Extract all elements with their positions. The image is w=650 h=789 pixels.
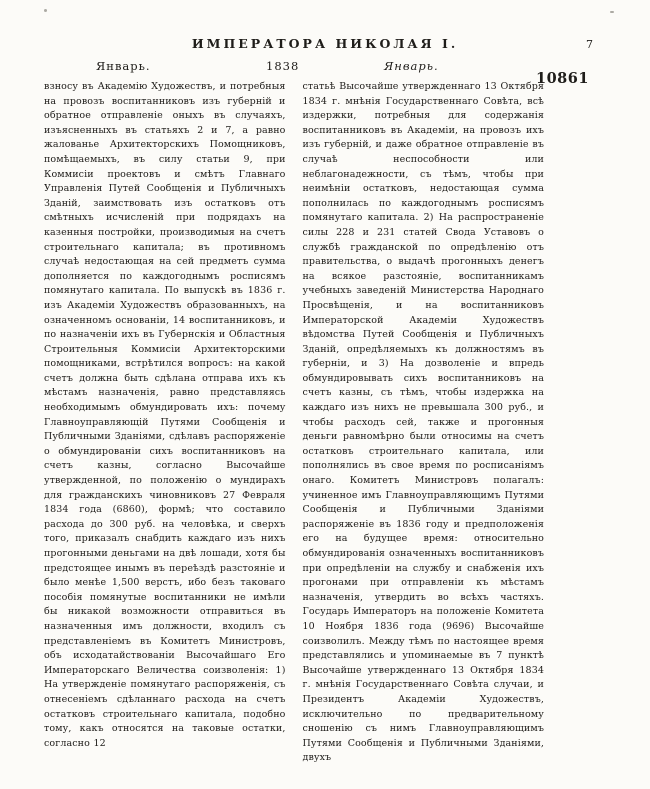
month-header-left: Январь. xyxy=(96,59,151,73)
scan-speck xyxy=(44,9,47,12)
running-title: ИМПЕРАТОРА НИКОЛАЯ I. xyxy=(191,36,459,51)
right-column-text: статьѣ Высочайше утвержденнаго 13 Октября 1834 г. мнѣнія Государственнаго Совѣта, всѣ издержки, потребныя для содержанія воспитанниковъ въ Академіи, на провозъ ихъ изъ губерній, и даже обратное отправленіе въ случаѣ неспособности или неблагонадежности, съ тѣмъ, чтобы при неимѣніи остатковъ, недостающая сумма пополнилась по каждогоднымъ росписямъ помянутаго капитала. 2) На распространеніе силы 228 и 231 статей Свода Уставовъ о службѣ гражданской по опредѣленію отъ правительства, о выдачѣ прогонныхъ денегъ на всякое разстояніе, воспитанникамъ учебныхъ заведеній Министерства Народнаго Просвѣщенія, и на воспитанниковъ Императорской Академіи Художествъ вѣдомства Путей Сообщенія и Публичныхъ Зданій, опредѣляемыхъ къ должностямъ въ губерніи, и 3) На дозволеніе и впредь обмундировывать сихъ воспитанниковъ на счетъ казны, съ тѣмъ, чтобы издержка на каждаго изъ нихъ не превышала 300 руб., и чтобы расходъ сей, также и прогонныя деньги равномѣрно были относимы на счетъ остатковъ строительнаго капитала, или пополнялись въ свое время по росписаніямъ онаго. Комитетъ Министровъ полагалъ: учиненное имъ Главноуправляющимъ Путями Сообщенія и Публичными Зданіями распоряженіе въ 1836 году и предположенія его на будущее время: относительно обмундированія означенныхъ воспитанниковъ при опредѣленіи на службу и снабженія ихъ прогонами при отправленіи къ мѣстамъ назначенія, утвердить во всѣхъ частяхъ. Государь Императоръ на положеніе Комитета 10 Ноября 1836 года (9696) Высочайше соизволилъ. Между тѣмъ по настоящее время представлялись и упоминаемые въ 7 пунктѣ Высочайше утвержденнаго 13 Октября 1834 г. мнѣнія Государственнаго Совѣта случаи, и Президентъ Академіи Художествъ, исключительно по предварительному сношенію съ нимъ Главноуправляющимъ Путями Сообщенія и Публичными Зданіями, двухъ xyxy=(302,81,544,764)
left-column-text: взносу въ Академію Художествъ, и потребныя на провозъ воспитанниковъ изъ губерній и обратное отправленіе оныхъ въ случаяхъ, изъясненныхъ въ статьяхъ 2 и 7, а равно жалованье Архитекторскихъ Помощниковъ, помѣщаемыхъ, въ силу статьи 9, при Коммисіи проектовъ и смѣтъ Главнаго Управленія Путей Сообщенія и Публичныхъ Зданій, заимствовать изъ остатковъ отъ смѣтныхъ исчисленій при подрядахъ на казенныя постройки, производимыя на счетъ строительнаго капитала; въ противномъ случаѣ недостающая на сей предметъ сумма дополняется по каждогоднымъ росписямъ помянутаго капитала. По выпускѣ въ 1836 г. изъ Академіи Художествъ образованныхъ, на означенномъ основаніи, 14 воспитанниковъ, и по назначеніи ихъ въ Губернскія и Областныя Строительныя Коммисіи Архитекторскими помощниками, встрѣтился вопросъ: на какой счетъ должна быть сдѣлана отправа ихъ къ мѣстамъ назначенія, равно представляясь необходимымъ обмундировать ихъ: почему Главноуправляющій Путями Сообщенія и Публичными Зданіями, сдѣлавъ распоряженіе о обмундированіи сихъ воспитанниковъ на счетъ казны, согласно Высочайше утвержденной, по положенію о мундирахъ для гражданскихъ чиновниковъ 27 Февраля 1834 года (6860), формѣ; что составило расхода до 300 руб. на человѣка, и сверхъ того, приказалъ снабдить каждаго изъ нихъ прогонными деньгами на двѣ лошади, хотя бы предстоящее инымъ въ переѣздѣ разстояніе и было менѣе 1,500 верстъ, ибо безъ таковаго пособія помянутые воспитанники не имѣли бы никакой возможности отправиться въ назначенныя имъ должности, входилъ съ представленіемъ въ Комитетъ Министровъ, объ исходатайствованіи Высочайшаго Его Императорскаго Величества соизволенія: 1) На утвержденіе помянутаго распоряженія, съ отнесеніемъ сдѣланнаго расхода на счетъ остатковъ строительнаго капитала, подобно тому, какъ относятся на таковые остатки, согласно 12 xyxy=(44,81,286,749)
month-header-right: Январь. xyxy=(384,59,439,73)
page-number: 7 xyxy=(586,38,593,51)
text-columns xyxy=(44,80,544,766)
scan-speck xyxy=(610,11,614,13)
act-number: 10861 xyxy=(536,70,589,87)
year-header: 1838 xyxy=(266,59,300,73)
